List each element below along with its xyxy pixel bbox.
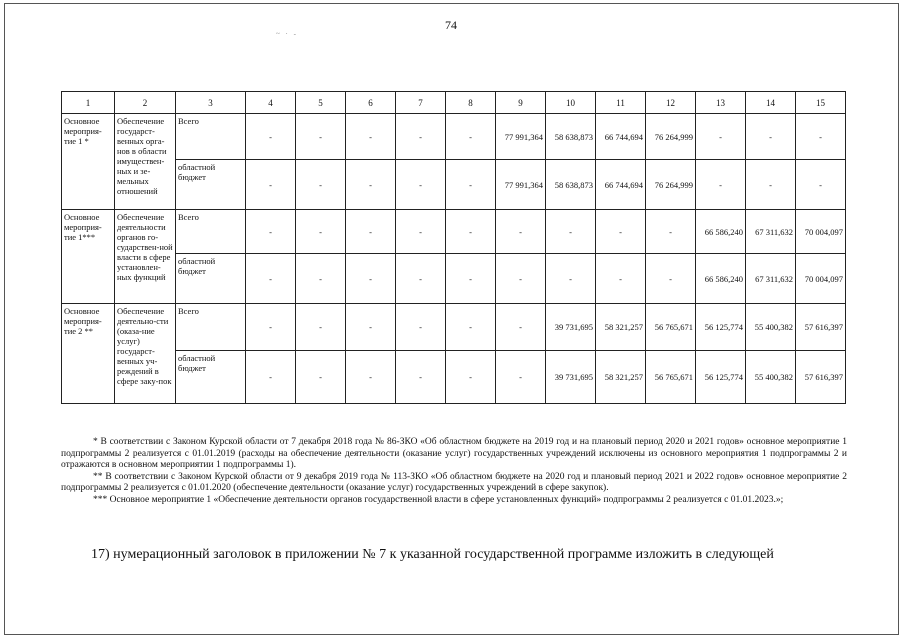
paragraph-17: 17) нумерационный заголовок в приложении № 7 к указанной государственной программе изложить в следующей <box>91 547 774 562</box>
scan-mark: ~ · - <box>276 30 298 38</box>
column-header: 7 <box>396 92 446 114</box>
value-cell: - <box>446 304 496 351</box>
value-cell: - <box>246 254 296 304</box>
table-row <box>62 254 846 304</box>
value-cell: - <box>396 304 446 351</box>
value-cell: - <box>396 351 446 404</box>
value-cell: 55 400,382 <box>746 351 796 404</box>
value-cell: - <box>246 351 296 404</box>
value-cell: - <box>296 210 346 254</box>
footnote-2: ** В соответствии с Законом Курской области от 9 декабря 2019 года № 113-ЗКО «Об областном бюджете на 2020 год и плановый период 2021 и 2022 годов» основное мероприятие 2 подпрограммы 2 реализуется с 01.01.2020 (обеспечение деятельности (оказание услуг) государственных учреждений в сфере закупок). <box>61 471 847 494</box>
value-cell: 76 264,999 <box>646 160 696 210</box>
value-cell: - <box>696 160 746 210</box>
funding-source-cell: Всего <box>176 210 246 254</box>
value-cell: - <box>296 304 346 351</box>
value-cell: 58 321,257 <box>596 304 646 351</box>
column-header: 3 <box>176 92 246 114</box>
value-cell: - <box>246 114 296 160</box>
column-header: 8 <box>446 92 496 114</box>
event-cell: Основное мероприя-тие 2 ** <box>62 304 115 404</box>
value-cell: 58 638,873 <box>546 160 596 210</box>
value-cell: - <box>446 160 496 210</box>
funding-source-cell: областной бюджет <box>176 351 246 404</box>
value-cell: - <box>346 304 396 351</box>
event-name-cell: Обеспечение деятельно-сти (оказа-ние услуг) государст-венных уч-реждений в сфере заку-пок <box>115 304 176 404</box>
budget-table <box>61 91 846 404</box>
value-cell: - <box>346 160 396 210</box>
value-cell: 55 400,382 <box>746 304 796 351</box>
column-header: 4 <box>246 92 296 114</box>
value-cell: 57 616,397 <box>796 351 846 404</box>
value-cell: - <box>396 210 446 254</box>
value-cell: - <box>496 351 546 404</box>
value-cell: 67 311,632 <box>746 210 796 254</box>
column-header: 15 <box>796 92 846 114</box>
value-cell: - <box>446 210 496 254</box>
value-cell: - <box>346 254 396 304</box>
value-cell: 58 638,873 <box>546 114 596 160</box>
value-cell: - <box>246 304 296 351</box>
value-cell: - <box>346 351 396 404</box>
column-header: 5 <box>296 92 346 114</box>
column-header: 2 <box>115 92 176 114</box>
table-row <box>62 304 846 351</box>
funding-source-cell: Всего <box>176 114 246 160</box>
value-cell: 56 765,671 <box>646 304 696 351</box>
value-cell: - <box>446 254 496 304</box>
value-cell: 66 586,240 <box>696 254 746 304</box>
value-cell: - <box>496 304 546 351</box>
value-cell: - <box>346 114 396 160</box>
table-header-row <box>62 92 846 114</box>
value-cell: - <box>296 351 346 404</box>
column-header: 11 <box>596 92 646 114</box>
column-header: 1 <box>62 92 115 114</box>
footnote-3: *** Основное мероприятие 1 «Обеспечение деятельности органов государственной власти в сфере установленных функций» подпрограммы 2 реализуется с 01.01.2023.»; <box>93 494 784 505</box>
value-cell: 56 765,671 <box>646 351 696 404</box>
value-cell: - <box>646 254 696 304</box>
column-header: 12 <box>646 92 696 114</box>
value-cell: 77 991,364 <box>496 160 546 210</box>
value-cell: 39 731,695 <box>546 351 596 404</box>
value-cell: - <box>746 160 796 210</box>
column-header: 14 <box>746 92 796 114</box>
value-cell: 56 125,774 <box>696 351 746 404</box>
funding-source-cell: областной бюджет <box>176 160 246 210</box>
value-cell: - <box>346 210 396 254</box>
column-header: 9 <box>496 92 546 114</box>
value-cell: 76 264,999 <box>646 114 696 160</box>
value-cell: 57 616,397 <box>796 304 846 351</box>
column-header: 13 <box>696 92 746 114</box>
table-row <box>62 160 846 210</box>
value-cell: - <box>496 254 546 304</box>
value-cell: - <box>446 114 496 160</box>
value-cell: 77 991,364 <box>496 114 546 160</box>
event-name-cell: Обеспечение деятельности органов го-сударствен-ной власти в сфере установлен-ных функций <box>115 210 176 304</box>
value-cell: - <box>446 351 496 404</box>
event-cell: Основное мероприя-тие 1 * <box>62 114 115 210</box>
value-cell: - <box>396 254 446 304</box>
value-cell: 67 311,632 <box>746 254 796 304</box>
value-cell: - <box>796 114 846 160</box>
value-cell: 39 731,695 <box>546 304 596 351</box>
value-cell: - <box>746 114 796 160</box>
value-cell: - <box>396 114 446 160</box>
value-cell: - <box>596 210 646 254</box>
value-cell: 70 004,097 <box>796 210 846 254</box>
event-name-cell: Обеспечение государст-венных орга-нов в области имуществен-ных и зе-мельных отношений <box>115 114 176 210</box>
value-cell: - <box>796 160 846 210</box>
table-row <box>62 210 846 254</box>
value-cell: - <box>396 160 446 210</box>
table-row <box>62 351 846 404</box>
footnotes <box>61 437 847 507</box>
funding-source-cell: областной бюджет <box>176 254 246 304</box>
value-cell: - <box>546 254 596 304</box>
funding-source-cell: Всего <box>176 304 246 351</box>
value-cell: 66 586,240 <box>696 210 746 254</box>
footnote-1: * В соответствии с Законом Курской области от 7 декабря 2018 года № 86-ЗКО «Об областном бюджете на 2019 год и на плановый период 2020 и 2021 годов» основное мероприятие 1 подпрограммы 2 реализуется с 01.01.2019 (расходы на обеспечение деятельности (оказание услуг) государственных учреждений исключены из основного мероприятия 1 подпрограммы 2 и отражаются в основном мероприятии 1 подпрограммы 1). <box>61 437 847 471</box>
value-cell: 66 744,694 <box>596 114 646 160</box>
column-header: 6 <box>346 92 396 114</box>
value-cell: - <box>296 160 346 210</box>
value-cell: - <box>296 114 346 160</box>
value-cell: 56 125,774 <box>696 304 746 351</box>
value-cell: - <box>596 254 646 304</box>
value-cell: - <box>496 210 546 254</box>
value-cell: - <box>296 254 346 304</box>
table-row <box>62 114 846 160</box>
page-number: 74 <box>445 18 457 32</box>
event-cell: Основное мероприя-тие 1*** <box>62 210 115 304</box>
column-header: 10 <box>546 92 596 114</box>
value-cell: - <box>246 210 296 254</box>
value-cell: - <box>546 210 596 254</box>
value-cell: 70 004,097 <box>796 254 846 304</box>
value-cell: 66 744,694 <box>596 160 646 210</box>
value-cell: - <box>696 114 746 160</box>
value-cell: 58 321,257 <box>596 351 646 404</box>
value-cell: - <box>646 210 696 254</box>
value-cell: - <box>246 160 296 210</box>
